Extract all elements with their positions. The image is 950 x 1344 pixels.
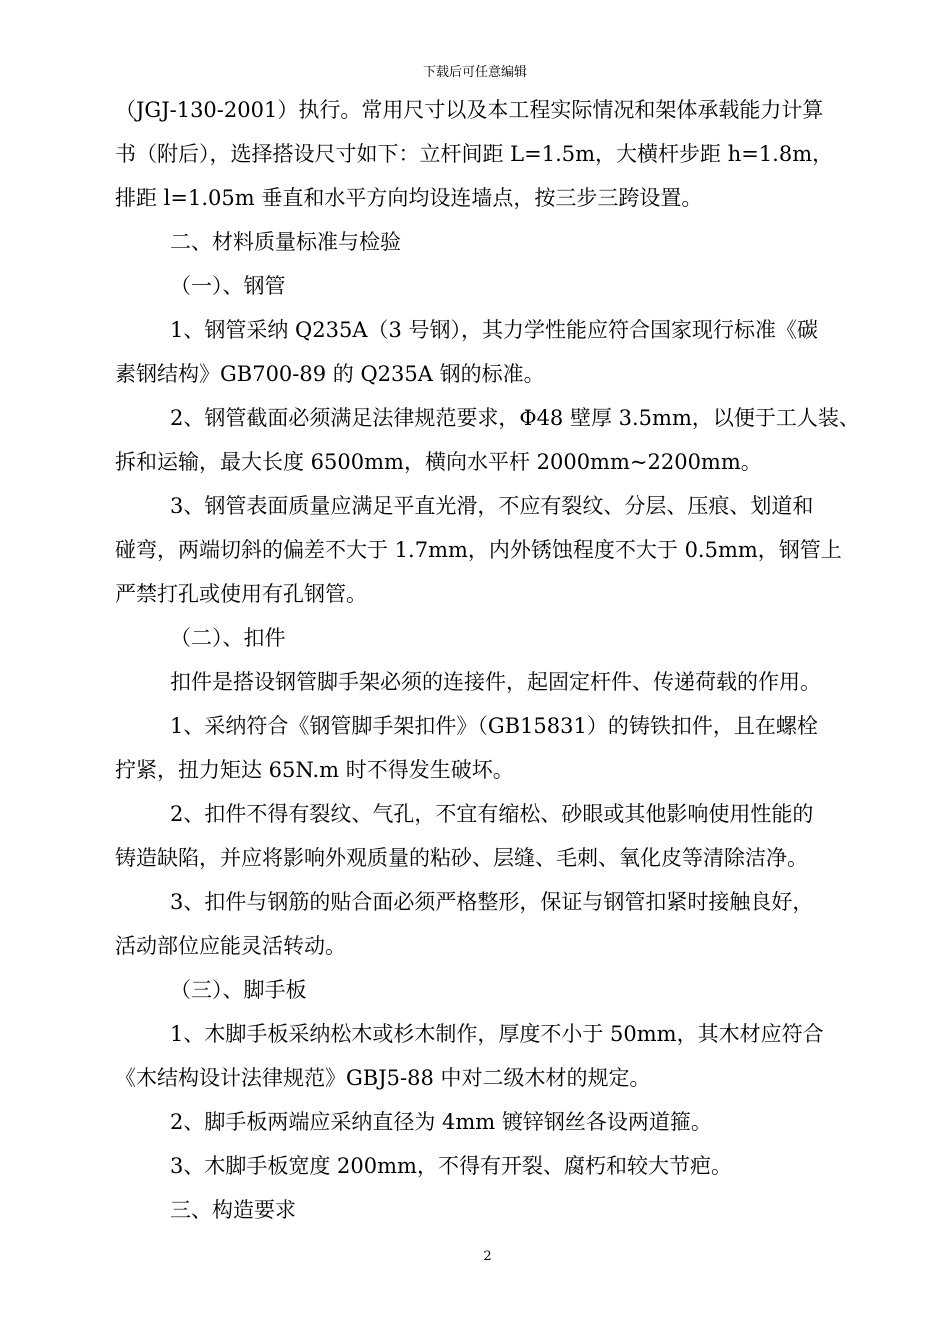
text-line: 2、钢管截面必须满足法律规范要求，Φ48 壁厚 3.5mm，以便于工人装、 xyxy=(170,406,860,430)
text-line: 拧紧，扭力矩达 65N.m 时不得发生破坏。 xyxy=(115,758,514,782)
text-line: 《木结构设计法律规范》GBJ5-88 中对二级木材的规定。 xyxy=(115,1066,651,1090)
text-line: 3、木脚手板宽度 200mm，不得有开裂、腐朽和较大节疤。 xyxy=(170,1154,732,1178)
text-line: 1、木脚手板采纳松木或杉木制作，厚度不小于 50mm，其木材应符合 xyxy=(170,1022,824,1046)
text-line: 1、采纳符合《钢管脚手架扣件》（GB15831）的铸铁扣件，且在螺栓 xyxy=(170,714,818,738)
page-number: 2 xyxy=(483,1249,492,1264)
text-line: 3、钢管表面质量应满足平直光滑，不应有裂纹、分层、压痕、划道和 xyxy=(170,494,814,518)
text-line: 碰弯，两端切斜的偏差不大于 1.7mm，内外锈蚀程度不大于 0.5mm，钢管上 xyxy=(115,538,842,562)
text-line: 2、扣件不得有裂纹、气孔，不宜有缩松、砂眼或其他影响使用性能的 xyxy=(170,802,814,826)
text-line: 2、脚手板两端应采纳直径为 4mm 镀锌钢丝各设两道箍。 xyxy=(170,1110,712,1134)
text-line: 拆和运输，最大长度 6500mm，横向水平杆 2000mm~2200mm。 xyxy=(115,450,762,474)
text-line: 3、扣件与钢筋的贴合面必须严格整形，保证与钢管扣紧时接触良好， xyxy=(170,890,814,914)
text-line: 书（附后），选择搭设尺寸如下：立杆间距 L=1.5m，大横杆步距 h=1.8m， xyxy=(115,142,834,166)
text-line: 严禁打孔或使用有孔钢管。 xyxy=(115,582,367,606)
text-line: 活动部位应能灵活转动。 xyxy=(115,934,346,958)
text-line: 扣件是搭设钢管脚手架必须的连接件，起固定杆件、传递荷载的作用。 xyxy=(170,670,821,694)
text-line: 素钢结构》GB700-89 的 Q235A 钢的标准。 xyxy=(115,362,545,386)
text-line: （二）、扣件 xyxy=(170,626,286,650)
text-line: （三）、脚手板 xyxy=(170,978,307,1002)
text-line: 二、材料质量标准与检验 xyxy=(170,230,401,254)
text-line: （JGJ-130-2001）执行。常用尺寸以及本工程实际情况和架体承载能力计算 xyxy=(115,98,824,122)
text-line: 铸造缺陷，并应将影响外观质量的粘砂、层缝、毛刺、氧化皮等清除洁净。 xyxy=(115,846,808,870)
document-body xyxy=(115,88,860,1232)
text-line: 排距 l=1.05m 垂直和水平方向均设连墙点，按三步三跨设置。 xyxy=(115,186,703,210)
text-line: 三、构造要求 xyxy=(170,1198,296,1222)
text-line: （一）、钢管 xyxy=(170,274,286,298)
text-line: 1、钢管采纳 Q235A（3 号钢），其力学性能应符合国家现行标准《碳 xyxy=(170,318,819,342)
page-header: 下载后可任意编辑 xyxy=(422,65,527,80)
